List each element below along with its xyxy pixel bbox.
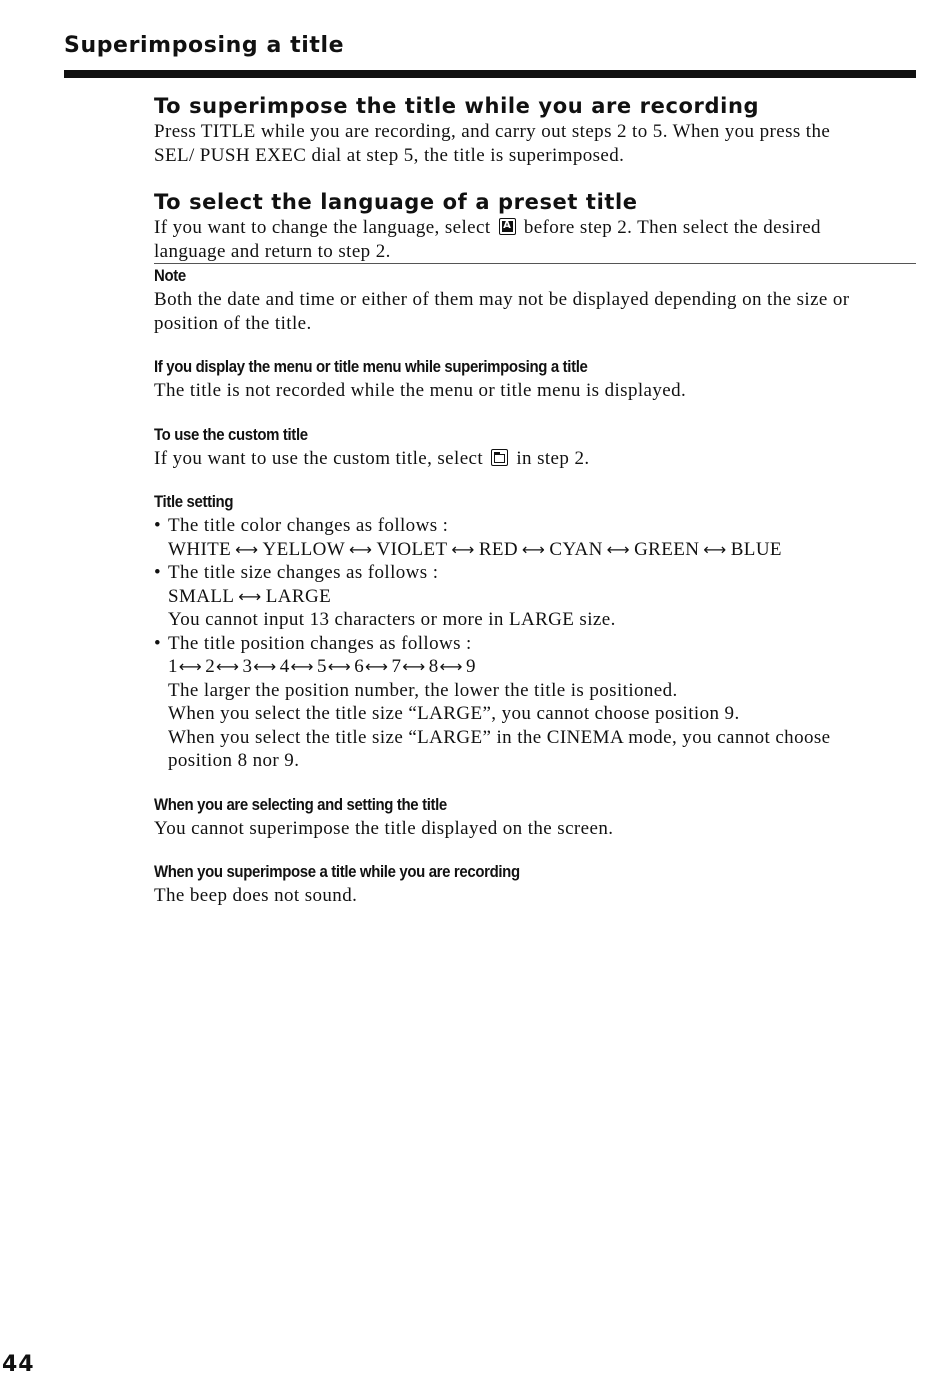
- menu-display-body: The title is not recorded while the menu or title menu is displayed.: [154, 380, 687, 401]
- sequence-item: LARGE: [265, 585, 332, 607]
- double-arrow-icon: ⟷: [703, 539, 727, 559]
- double-arrow-icon: ⟷: [606, 539, 631, 559]
- double-arrow-icon: ⟷: [439, 657, 463, 676]
- double-arrow-icon: ⟷: [178, 657, 203, 676]
- title-setting-heading: Title setting: [154, 492, 234, 511]
- section-body-language-line1: [154, 216, 916, 240]
- sequence-item: SMALL: [168, 585, 235, 607]
- sequence-item: RED: [478, 538, 519, 560]
- double-arrow-icon: ⟷: [349, 539, 373, 559]
- sequence-item: VIOLET: [376, 538, 448, 560]
- position-note-3-line1: When you select the title size “LARGE” in the CINEMA mode, you cannot choose: [168, 726, 831, 748]
- beep-body: The beep does not sound.: [154, 885, 358, 906]
- preset-title-icon: A: [499, 218, 516, 235]
- beep-heading: When you superimpose a title while you are recording: [154, 862, 520, 881]
- section-body-record-line1: Press TITLE while you are recording, and carry out steps 2 to 5. When you press the: [154, 121, 831, 142]
- custom-text-before-icon: If you want to use the custom title, select: [154, 447, 484, 469]
- double-arrow-icon: ⟷: [253, 657, 277, 676]
- position-note-2: When you select the title size “LARGE”, you cannot choose position 9.: [168, 703, 740, 724]
- sequence-item: 7: [391, 656, 402, 677]
- custom-title-folder-icon: [491, 449, 508, 466]
- sequence-item: 8: [428, 656, 439, 677]
- position-note-3-line2: position 8 nor 9.: [168, 750, 300, 771]
- position-note-1: The larger the position number, the lower the title is positioned.: [168, 679, 678, 701]
- size-intro: The title size changes as follows :: [168, 562, 439, 583]
- double-arrow-icon: ⟷: [235, 539, 259, 559]
- custom-title-heading: To use the custom title: [154, 424, 308, 444]
- sequence-item: WHITE: [168, 538, 232, 560]
- position-bullet: [154, 632, 916, 656]
- sequence-item: 6: [354, 656, 365, 677]
- main-content: [154, 92, 916, 908]
- bullet-dot: •: [154, 515, 162, 536]
- sequence-item: CYAN: [549, 538, 603, 560]
- color-sequence: [154, 538, 916, 562]
- size-note: You cannot input 13 characters or more in LARGE size.: [168, 609, 616, 630]
- section-body-language-line2: language and return to step 2.: [154, 240, 391, 262]
- page-number: 44: [2, 1352, 35, 1377]
- note-body-line1: Both the date and time or either of them may not be displayed depending on the size or: [154, 289, 850, 310]
- section-body-record-line2: SEL/ PUSH EXEC dial at step 5, the title is superimposed.: [154, 144, 625, 166]
- double-arrow-icon: ⟷: [290, 657, 314, 676]
- double-arrow-icon: ⟷: [451, 539, 475, 559]
- sequence-item: 2: [205, 656, 216, 677]
- selecting-heading: When you are selecting and setting the title: [154, 794, 447, 814]
- page-title: Superimposing a title: [64, 33, 345, 58]
- section-heading-language: To select the language of a preset title: [154, 190, 638, 214]
- bullet-dot: •: [154, 562, 162, 583]
- language-text-after-icon: before step 2. Then select the desired: [523, 217, 821, 238]
- sequence-item: 5: [317, 656, 327, 677]
- double-arrow-icon: ⟷: [216, 657, 240, 676]
- double-arrow-icon: ⟷: [522, 539, 546, 559]
- note-body-line2: position of the title.: [154, 312, 312, 334]
- note-heading: Note: [154, 266, 186, 285]
- double-arrow-icon: ⟷: [238, 586, 262, 606]
- sequence-item: GREEN: [634, 538, 700, 560]
- color-bullet: [154, 514, 916, 538]
- sequence-item: YELLOW: [262, 538, 346, 560]
- header-rule: [64, 70, 916, 78]
- menu-display-heading: If you display the menu or title menu while superimposing a title: [154, 357, 588, 376]
- custom-text-after-icon: in step 2.: [516, 447, 590, 469]
- sequence-item: 3: [242, 656, 253, 677]
- sequence-item: 9: [466, 656, 476, 677]
- sequence-item: 4: [279, 656, 290, 677]
- selecting-body: You cannot superimpose the title displayed on the screen.: [154, 817, 614, 839]
- size-bullet: [154, 561, 916, 585]
- double-arrow-icon: ⟷: [365, 657, 389, 676]
- language-text-before-icon: If you want to change the language, select: [154, 217, 491, 238]
- bullet-dot: •: [154, 632, 162, 654]
- double-arrow-icon: ⟷: [402, 657, 426, 676]
- position-intro: The title position changes as follows :: [168, 632, 472, 654]
- color-intro: The title color changes as follows :: [168, 515, 449, 536]
- sequence-item: 1: [168, 656, 178, 677]
- size-sequence: [154, 585, 916, 609]
- position-sequence: [154, 655, 916, 679]
- double-arrow-icon: ⟷: [327, 657, 352, 676]
- custom-title-body: [154, 447, 916, 471]
- section-heading-record: To superimpose the title while you are recording: [154, 94, 760, 118]
- sequence-item: BLUE: [730, 538, 782, 560]
